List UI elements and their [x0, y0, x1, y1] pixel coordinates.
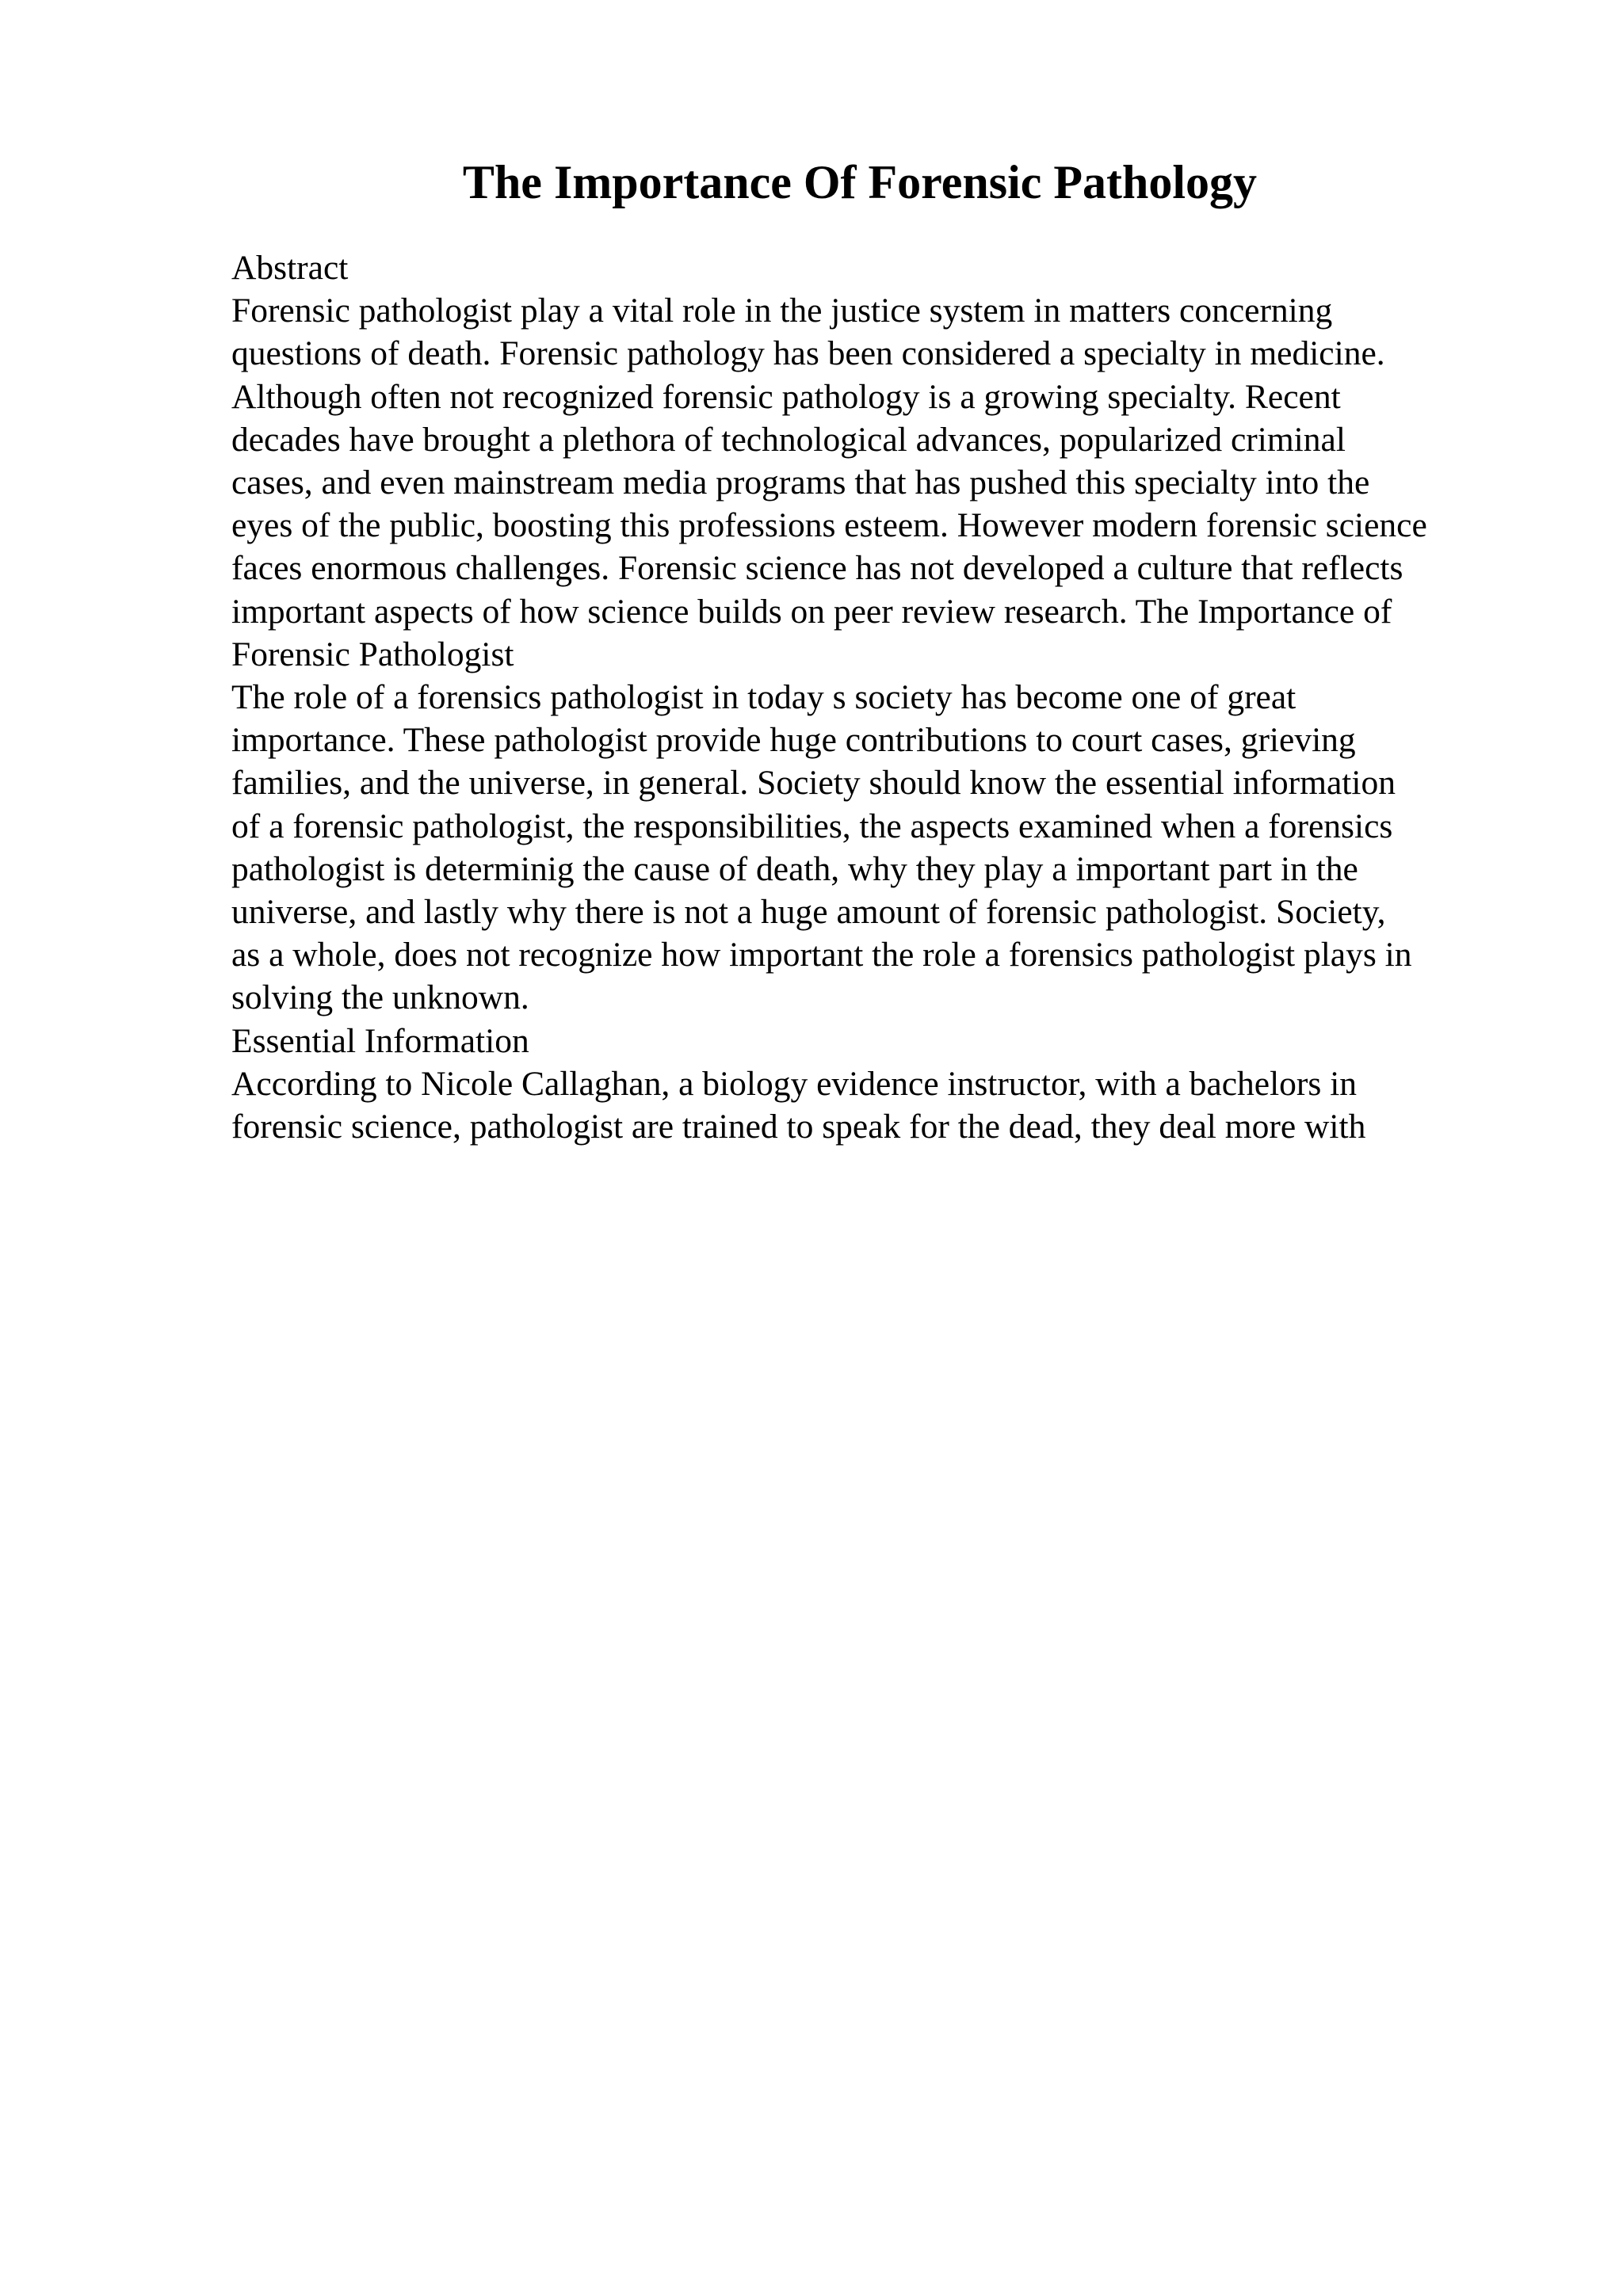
text-line: The role of a forensics pathologist in today s society has become one of great: [231, 678, 1296, 717]
text-line: important aspects of how science builds on peer review research. The Importance of: [231, 592, 1392, 631]
text-line: forensic science, pathologist are trained to speak for the dead, they deal more with: [231, 1108, 1366, 1146]
text-line: According to Nicole Callaghan, a biology evidence instructor, with a bachelors in: [231, 1064, 1358, 1103]
text-line: of a forensic pathologist, the responsibilities, the aspects examined when a forensics: [231, 807, 1393, 845]
text-line: as a whole, does not recognize how important the role a forensics pathologist plays in: [231, 936, 1412, 974]
text-line: universe, and lastly why there is not a huge amount of forensic pathologist. Society,: [231, 893, 1386, 932]
text-line: pathologist is determinig the cause of death, why they play a important part in the: [231, 849, 1358, 888]
document-title: The Importance Of Forensic Pathology: [462, 156, 1258, 208]
text-line: solving the unknown.: [231, 978, 529, 1017]
text-line: importance. These pathologist provide huge contributions to court cases, grieving: [231, 721, 1356, 760]
document-body: [231, 246, 1531, 1148]
text-line: Forensic Pathologist: [231, 635, 514, 673]
text-line: families, and the universe, in general. Society should know the essential information: [231, 764, 1396, 803]
section-heading-abstract: Abstract: [231, 249, 349, 287]
text-line: Although often not recognized forensic pathology is a growing specialty. Recent: [231, 377, 1341, 416]
text-line: cases, and even mainstream media programs that has pushed this specialty into the: [231, 463, 1370, 502]
text-line: questions of death. Forensic pathology has been considered a specialty in medicine.: [231, 334, 1385, 373]
text-line: eyes of the public, boosting this professions esteem. However modern forensic science: [231, 506, 1427, 545]
section-heading-essential-information: Essential Information: [231, 1021, 529, 1060]
text-line: faces enormous challenges. Forensic science has not developed a culture that reflects: [231, 549, 1403, 588]
text-line: decades have brought a plethora of technological advances, popularized criminal: [231, 420, 1346, 459]
text-line: Forensic pathologist play a vital role in the justice system in matters concerning: [231, 292, 1333, 330]
